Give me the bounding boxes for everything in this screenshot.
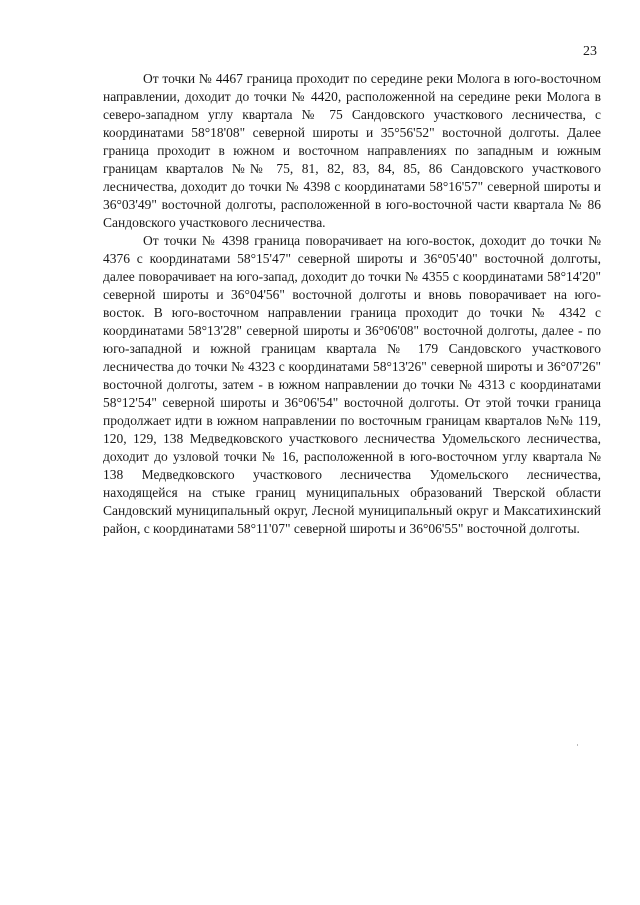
- body-text: [103, 70, 601, 538]
- scan-mark: [577, 744, 578, 746]
- paragraph-2: От точки № 4398 граница поворачивает на юго-восток, доходит до точки № 4376 с координатами 58°15'47" северной широты и 36°05'40" восточной долготы, далее поворачивает на юго-запад, доходит до точки № 4355 с координатами 58°14'20" северной широты и 36°04'56" восточной долготы и вновь поворачивает на юго-восток. В юго-восточном направлении граница проходит до точки № 4342 с координатами 58°13'28" северной широты и 36°06'08" восточной долготы, далее - по юго-западной и южной границам квартала № 179 Сандовского участкового лесничества до точки № 4323 с координатами 58°13'26" северной широты и 36°07'26" восточной долготы, затем - в южном направлении до точки № 4313 с координатами 58°12'54" северной широты и 36°06'54" восточной долготы. От этой точки граница продолжает идти в южном направлении по восточным границам кварталов №№ 119, 120, 129, 138 Медведковского участкового лесничества Удомельского лесничества, доходит до узловой точки № 16, расположенной в юго-восточном углу квартала № 138 Медведковского участкового лесничества Удомельского лесничества, находящейся на стыке границ муниципальных образований Тверской области Сандовский муниципальный округ, Лесной муниципальный округ и Максатихинский район, с координатами 58°11'07" северной широты и 36°06'55" восточной долготы.: [103, 233, 601, 536]
- page-number: 23: [583, 44, 597, 59]
- paragraph-1: От точки № 4467 граница проходит по середине реки Молога в юго-восточном направлении, доходит до точки № 4420, расположенной на середине реки Молога в северо-западном углу квартала № 75 Сандовского участкового лесничества, с координатами 58°18'08" северной широты и 35°56'52" восточной долготы. Далее граница проходит в южном и восточном направлениях по западным и южным границам кварталов №№ 75, 81, 82, 83, 84, 85, 86 Сандовского участкового лесничества, доходит до точки № 4398 с координатами 58°16'57" северной широты и 36°03'49" восточной долготы, расположенной в юго-восточной части квартала № 86 Сандовского участкового лесничества.: [103, 71, 601, 230]
